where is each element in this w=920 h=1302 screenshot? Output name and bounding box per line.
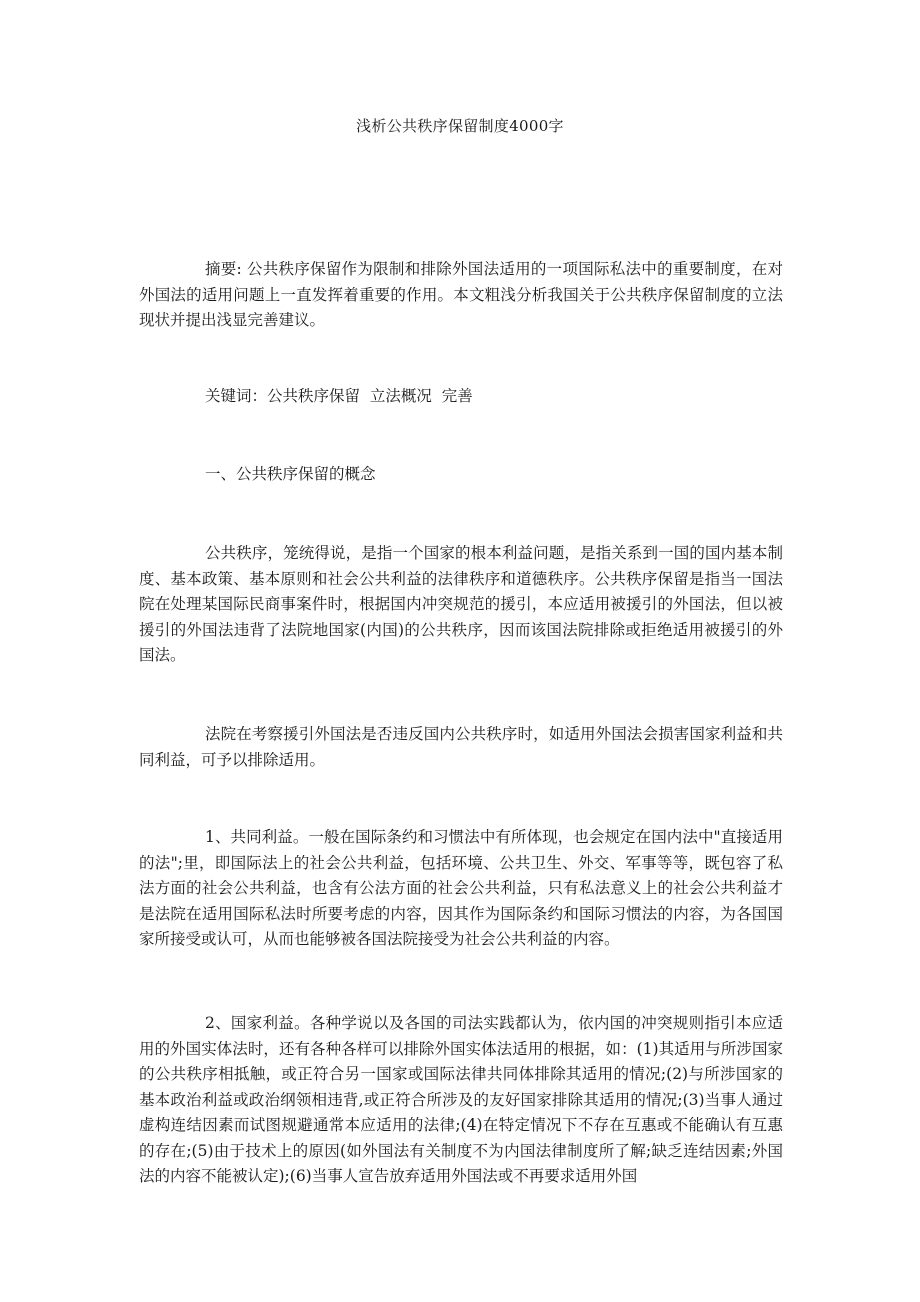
- section-heading: 一、公共秩序保留的概念: [205, 465, 376, 483]
- keywords-paragraph: 关键词：公共秩序保留 立法概况 完善: [205, 387, 473, 405]
- document-title: 浅析公共秩序保留制度4000字: [356, 117, 564, 135]
- court-review-paragraph: 法院在考察援引外国法是否违反国内公共秩序时，如适用外国法会损害国家利益和共同利益，可予以排除适用。: [139, 725, 783, 769]
- abstract-paragraph: 摘要: 公共秩序保留作为限制和排除外国法适用的一项国际私法中的重要制度，在对外国法的适用问题上一直发挥着重要的作用。本文粗浅分析我国关于公共秩序保留制度的立法现状并提出浅显完善建议。: [139, 260, 783, 329]
- concept-paragraph: 公共秩序，笼统得说，是指一个国家的根本利益问题，是指关系到一国的国内基本制度、基本政策、基本原则和社会公共利益的法律秩序和道德秩序。公共秩序保留是指当一国法院在处理某国际民商事案件时，根据国内冲突规范的援引，本应适用被援引的外国法，但以被援引的外国法违背了法院地国家(内国)的公共秩序，因而该国法院排除或拒绝适用被援引的外国法。: [139, 544, 783, 664]
- common-interest-paragraph: 1、共同利益。一般在国际条约和习惯法中有所体现，也会规定在国内法中"直接适用的法";里，即国际法上的社会公共利益，包括环境、公共卫生、外交、军事等等，既包容了私法方面的社会公共利益，也含有公法方面的社会公共利益，只有私法意义上的社会公共利益才是法院在适用国际私法时所要考虑的内容，因其作为国际条约和国际习惯法的内容，为各国国家所接受或认可，从而也能够被各国法院接受为社会公共利益的内容。: [139, 828, 783, 948]
- national-interest-paragraph: 2、国家利益。各种学说以及各国的司法实践都认为，依内国的冲突规则指引本应适用的外国实体法时，还有各种各样可以排除外国实体法适用的根据，如：(1)其适用与所涉国家的公共秩序相抵触，或正符合另一国家或国际法律共同体排除其适用的情况;(2)与所涉国家的基本政治利益或政治纲领相违背,或正符合所涉及的友好国家排除其适用的情况;(3)当事人通过虚构连结因素而试图规避通常本应适用的法律;(4)在特定情况下不存在互惠或不能确认有互惠的存在;(5)由于技术上的原因(如外国法有关制度不为内国法律制度所了解;缺乏连结因素;外国法的内容不能被认定);(6)当事人宣告放弃适用外国法或不再要求适用外国: [139, 1014, 783, 1185]
